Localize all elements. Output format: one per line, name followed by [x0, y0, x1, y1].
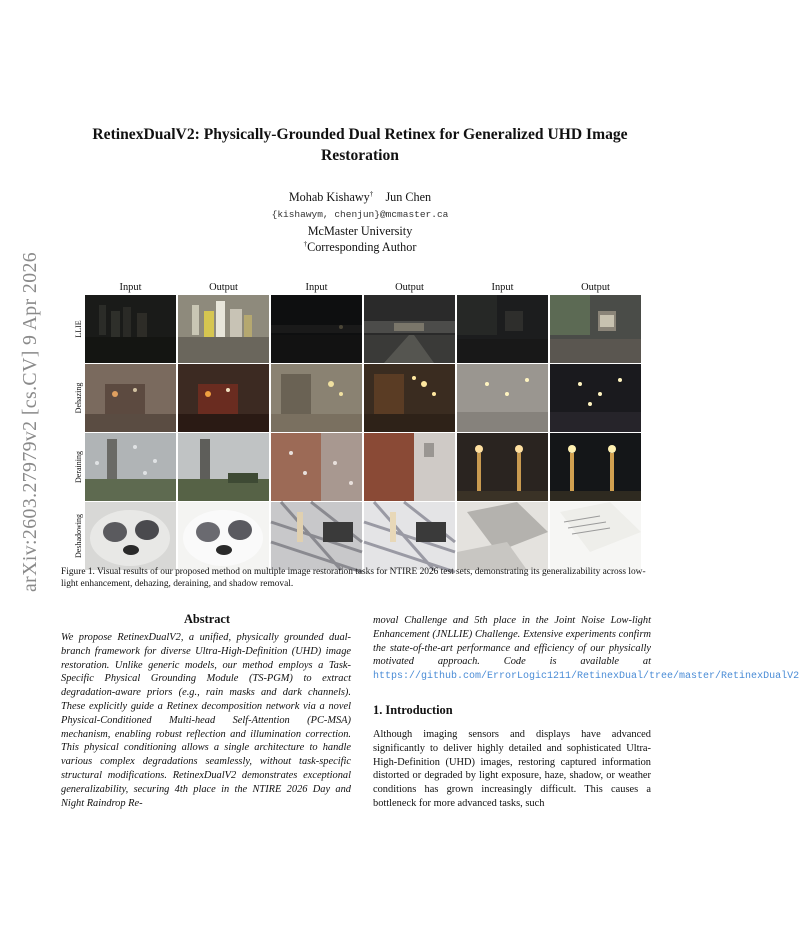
- col-header-input-2: Input: [305, 282, 328, 293]
- abstract-continued-text: moval Challenge and 5th place in the Joint Noise Low-light Enhancement (JNLLIE) Challenge. Extensive experiments confirm the state-of-the-art performance and efficiency of our physically motivated approach. Code is available at: [373, 615, 651, 668]
- abstract-heading: Abstract: [183, 612, 231, 626]
- abstract-continued: [373, 614, 799, 684]
- deraining-input-2: [271, 433, 362, 501]
- col-header-output-1: Output: [209, 282, 238, 293]
- row-label-dehazing: Dehazing: [74, 382, 83, 414]
- figure-1: [74, 282, 643, 566]
- dehazing-output-3: [550, 364, 641, 432]
- deraining-output-3: [550, 433, 641, 501]
- row-label-deraining: Deraining: [74, 451, 83, 483]
- introduction-heading: 1. Introduction: [373, 703, 453, 717]
- arxiv-stamp: arXiv:2603.27979v2 [cs.CV] 9 Apr 2026: [19, 251, 41, 592]
- paper-title: RetinexDualV2: Physically-Grounded Dual Retinex for Generalized UHD Image Restoration: [92, 126, 628, 164]
- row-label-deshadowing: Deshadowing: [74, 514, 83, 558]
- col-header-input-3: Input: [491, 282, 514, 293]
- deraining-input-1: [85, 433, 176, 501]
- llie-input-2: [271, 295, 362, 363]
- dagger-mark: †: [369, 190, 374, 198]
- deshadowing-output-2: [364, 502, 455, 570]
- deshadowing-input-1: [85, 502, 176, 570]
- corresponding-note: [160, 240, 560, 255]
- col-header-input-1: Input: [119, 282, 142, 293]
- deshadowing-output-3: [550, 502, 641, 570]
- deraining-output-1: [178, 433, 269, 501]
- col-header-output-2: Output: [395, 282, 424, 293]
- code-link[interactable]: https://github.com/ErrorLogic1211/RetinexDual/tree/master/RetinexDualV2: [373, 671, 799, 683]
- author-1: Mohab Kishawy: [288, 190, 370, 204]
- llie-input-3: [457, 295, 548, 363]
- author-emails: {kishawym, chenjun}@mcmaster.ca: [271, 209, 449, 220]
- row-label-llie: LLIE: [74, 320, 83, 338]
- author-line: [160, 190, 560, 204]
- llie-output-3: [550, 295, 641, 363]
- dehazing-output-1: [178, 364, 269, 432]
- deshadowing-input-2: [271, 502, 362, 570]
- llie-input-1: [85, 295, 176, 363]
- dehazing-input-3: [457, 364, 548, 432]
- dagger-mark-2: †: [303, 240, 308, 248]
- figure-caption: Figure 1. Visual results of our proposed method on multiple image restoration tasks for NTIRE 2026 test sets, demonstrating its generalizability across low-light enhancement, dehazing, deraining, and shadow removal.: [61, 567, 646, 589]
- author-2: Jun Chen: [385, 190, 432, 204]
- deraining-output-2: [364, 433, 455, 501]
- affiliation: McMaster University: [307, 224, 413, 238]
- deraining-input-3: [457, 433, 548, 501]
- corresponding-text: Corresponding Author: [307, 240, 417, 254]
- introduction-body: Although imaging sensors and displays have advanced significantly to deliver highly detailed and sophisticated Ultra-High-Definition (UHD) images, restoring captured information distorted or degraded by light exposure, haze, shadow, or weather conditions has grown increasingly difficult. This causes a bottleneck for more advanced tasks, such: [373, 729, 651, 809]
- deshadowing-output-1: [178, 502, 269, 570]
- abstract-body: We propose RetinexDualV2, a unified, physically grounded dual-branch framework for diverse Ultra-High-Definition (UHD) image restoration. Unlike generic models, our method employs a Task-Specific Physical Grounding Module (TS-PGM) to extract degradation-aware priors (e.g., rain masks and dark channels). These explicitly guide a Retinex decomposition network via a novel Physical-Conditioned Multi-head Self-Attention (PC-MSA) mechanism, enabling robust reflection and illumination correction. This physical conditioning allows a single architecture to handle various complex degradations seamlessly, without task-specific structural modifications. RetinexDualV2 demonstrates exceptional generalizability, securing 4th place in the NTIRE 2026 Day and Night Raindrop Re-: [61, 632, 351, 809]
- dehazing-input-1: [85, 364, 176, 432]
- deshadowing-input-3: [457, 502, 548, 570]
- dehazing-output-2: [364, 364, 455, 432]
- llie-output-2: [364, 295, 455, 363]
- col-header-output-3: Output: [581, 282, 610, 293]
- llie-output-1: [178, 295, 269, 363]
- dehazing-input-2: [271, 364, 362, 432]
